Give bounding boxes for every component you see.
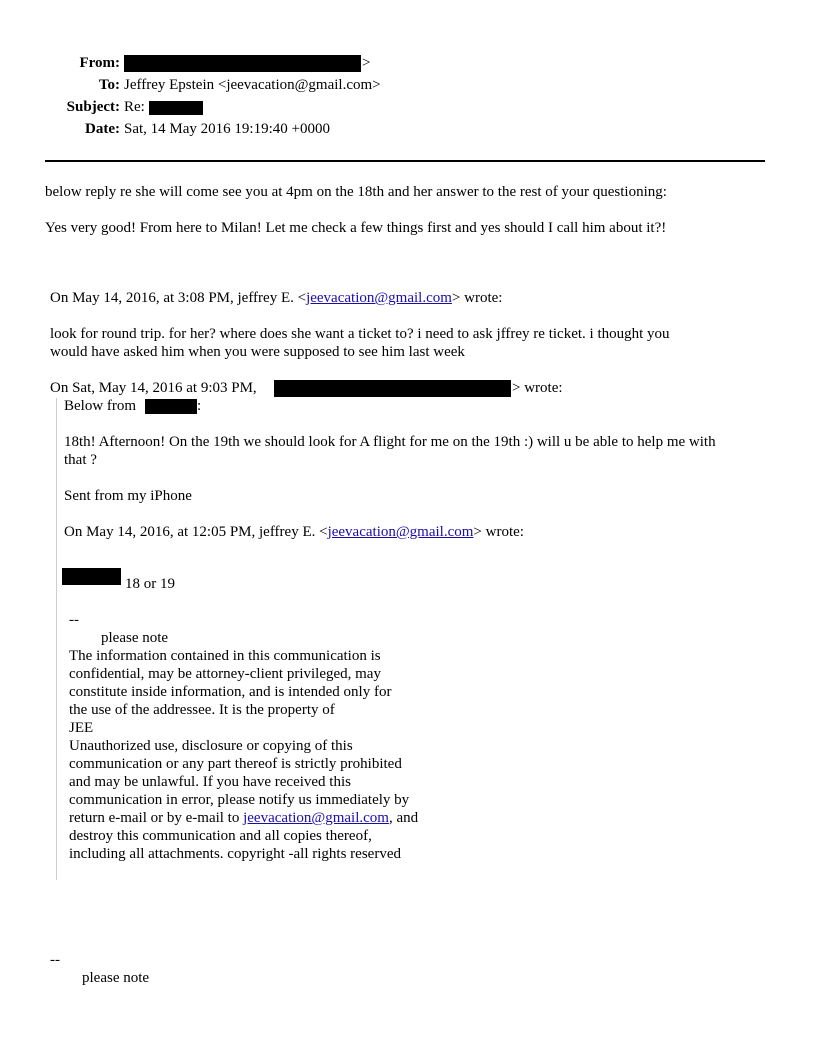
signature-email-link[interactable]: jeevacation@gmail.com [243,810,389,826]
from-label: From: [79,55,120,71]
header-divider [45,160,765,162]
body-line-2: Yes very good! From here to Milan! Let me check a few things first and yes should I call him about it?! [45,220,667,236]
disclaimer-line: Unauthorized use, disclosure or copying of this [69,738,353,754]
quote2-attribution-2 [64,523,524,541]
disclaimer-line: JEE [69,720,94,736]
quote1-text-line-2: would have asked him when you were supposed to see him last week [50,344,465,360]
from-suffix: > [362,55,371,71]
quote2-date-reply: 18 or 19 [125,576,175,592]
quote2-below-from: Below from [64,398,137,414]
quote1-attribution-prefix: On May 14, 2016, at 3:08 PM, jeffrey E. < [50,290,307,306]
quote2-attribution-2-prefix: On May 14, 2016, at 12:05 PM, jeffrey E. < [64,524,328,540]
disclaimer-return-line [69,809,418,827]
quote2-attribution-prefix: On Sat, May 14, 2016 at 9:03 PM, [50,380,257,396]
subject-value: Re: [124,99,145,115]
subject-label: Subject: [66,99,120,115]
quote-bar [56,398,57,880]
disclaimer-line: communication or any part thereof is strictly prohibited [69,756,402,772]
signature-dashes: -- [69,612,79,628]
footer-dashes: -- [50,952,60,968]
disclaimer-line: including all attachments. copyright -all rights reserved [69,846,401,862]
to-value: Jeffrey Epstein <jeevacation@gmail.com> [124,77,381,93]
quote2-email-link[interactable]: jeevacation@gmail.com [327,524,474,540]
return-prefix: return e-mail or by e-mail to [69,810,244,826]
return-suffix: , and [388,810,419,826]
below-from-redaction [145,399,197,414]
disclaimer-line: communication in error, please notify us immediately by [69,792,410,808]
disclaimer-line: The information contained in this communication is [69,648,381,664]
quote2-below-from-colon: : [197,398,202,414]
date-label: Date: [85,121,120,137]
quote1-attribution-suffix: > wrote: [451,290,503,306]
date-value: Sat, 14 May 2016 19:19:40 +0000 [124,121,330,137]
quote2-sent-from: Sent from my iPhone [64,488,192,504]
disclaimer-line: the use of the addressee. It is the property of [69,702,335,718]
to-label: To: [98,77,120,93]
quote2-line-1: 18th! Afternoon! On the 19th we should look for A flight for me on the 19th :) will u be able to help me with [64,434,716,450]
quote2-sender-redaction [274,380,511,397]
disclaimer-line: and may be unlawful. If you have received this [69,774,351,790]
quote2-line-2: that ? [64,452,97,468]
quote1-attribution [50,289,502,307]
quote2-attribution-suffix: > wrote: [512,380,563,396]
signature-please-note: please note [101,630,169,646]
footer-please-note: please note [82,970,150,986]
quote1-email-link[interactable]: jeevacation@gmail.com [306,290,452,306]
quote1-text-line-1: look for round trip. for her? where does she want a ticket to? i need to ask jffrey re ticket. i thought you [50,326,670,342]
subject-redaction [149,101,203,115]
body-line-1: below reply re she will come see you at 4pm on the 18th and her answer to the rest of your questioning: [45,184,667,200]
signature-disclaimer [69,647,418,863]
disclaimer-line: confidential, may be attorney-client privileged, may [69,666,381,682]
from-redaction [124,55,361,72]
name-redaction [62,568,121,585]
disclaimer-line: destroy this communication and all copies thereof, [69,828,372,844]
disclaimer-line: constitute inside information, and is intended only for [69,684,392,700]
quote2-attribution-2-suffix: > wrote: [473,524,524,540]
